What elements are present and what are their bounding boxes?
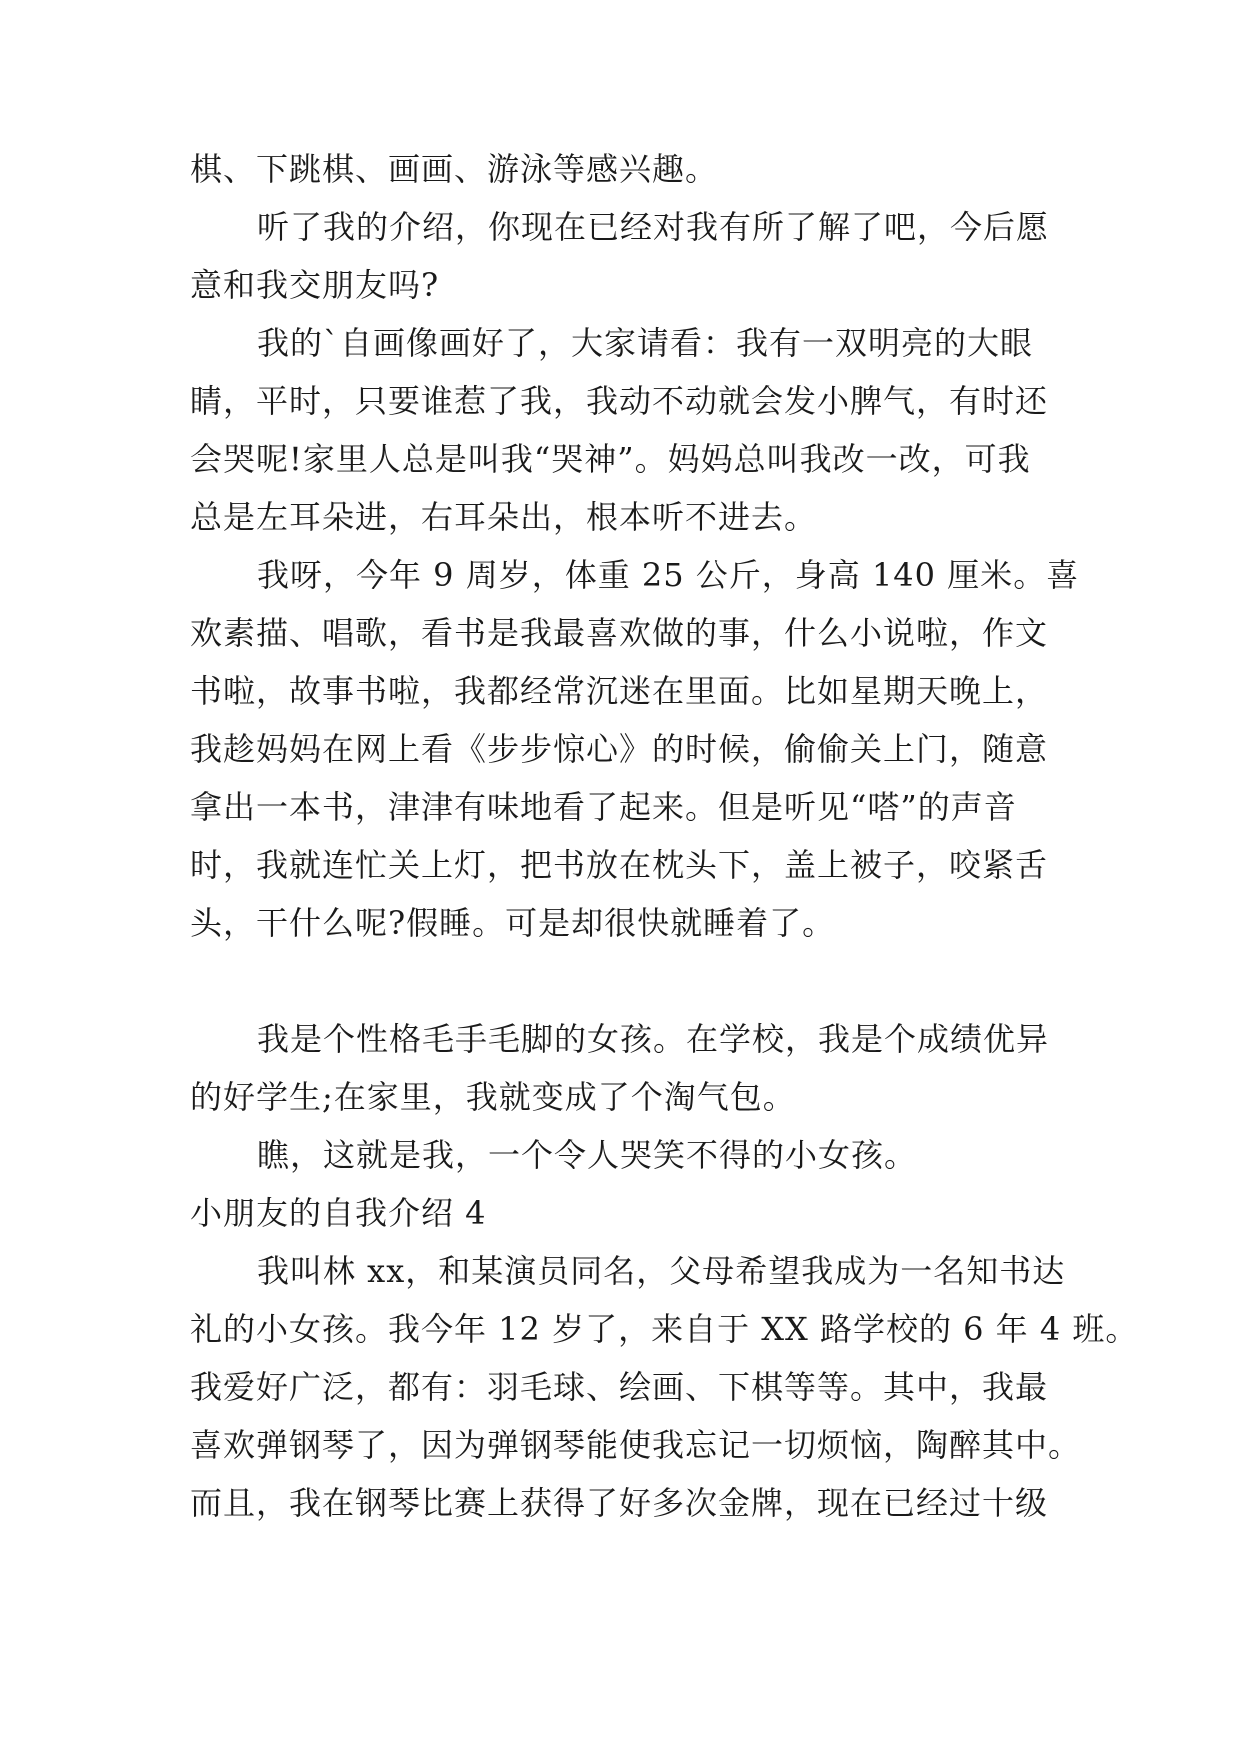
text-line: 我的`自画像画好了，大家请看：我有一双明亮的大眼 xyxy=(257,324,1034,362)
document-body xyxy=(190,140,1139,1532)
text-line: 我爱好广泛，都有：羽毛球、绘画、下棋等等。其中，我最 xyxy=(190,1368,1049,1406)
text-line: 睛，平时，只要谁惹了我，我动不动就会发小脾气，有时还 xyxy=(190,382,1049,420)
text-line: 拿出一本书，津津有味地看了起来。但是听见“嗒”的声音 xyxy=(190,788,1017,826)
text-line: 我趁妈妈在网上看《步步惊心》的时候，偷偷关上门，随意 xyxy=(190,730,1049,768)
text-line: 棋、下跳棋、画画、游泳等感兴趣。 xyxy=(190,150,719,188)
text-line: 而且，我在钢琴比赛上获得了好多次金牌，现在已经过十级 xyxy=(190,1484,1049,1522)
text-line: 会哭呢!家里人总是叫我“哭神”。妈妈总叫我改一改，可我 xyxy=(190,440,1031,478)
text-line: 的好学生;在家里，我就变成了个淘气包。 xyxy=(190,1078,796,1116)
paragraph-gap xyxy=(190,952,1070,1010)
text-line: 书啦，故事书啦，我都经常沉迷在里面。比如星期天晚上， xyxy=(190,672,1049,710)
text-line: 瞧，这就是我，一个令人哭笑不得的小女孩。 xyxy=(257,1136,918,1174)
text-line: 礼的小女孩。我今年 12 岁了，来自于 XX 路学校的 6 年 4 班。 xyxy=(190,1310,1139,1348)
text-line: 头，干什么呢?假睡。可是却很快就睡着了。 xyxy=(190,904,836,942)
section-heading: 小朋友的自我介绍 4 xyxy=(190,1194,487,1232)
text-line: 我是个性格毛手毛脚的女孩。在学校，我是个成绩优异 xyxy=(257,1020,1050,1058)
text-line: 喜欢弹钢琴了，因为弹钢琴能使我忘记一切烦恼，陶醉其中。 xyxy=(190,1426,1082,1464)
text-line: 我呀，今年 9 周岁，体重 25 公斤，身高 140 厘米。喜 xyxy=(257,556,1080,594)
text-line: 我叫林 xx，和某演员同名，父母希望我成为一名知书达 xyxy=(257,1252,1066,1290)
text-line: 意和我交朋友吗? xyxy=(190,266,440,304)
text-line: 欢素描、唱歌，看书是我最喜欢做的事，什么小说啦，作文 xyxy=(190,614,1049,652)
text-line: 时，我就连忙关上灯，把书放在枕头下，盖上被子，咬紧舌 xyxy=(190,846,1049,884)
text-line: 总是左耳朵进，右耳朵出，根本听不进去。 xyxy=(190,498,818,536)
text-line: 听了我的介绍，你现在已经对我有所了解了吧，今后愿 xyxy=(257,208,1050,246)
